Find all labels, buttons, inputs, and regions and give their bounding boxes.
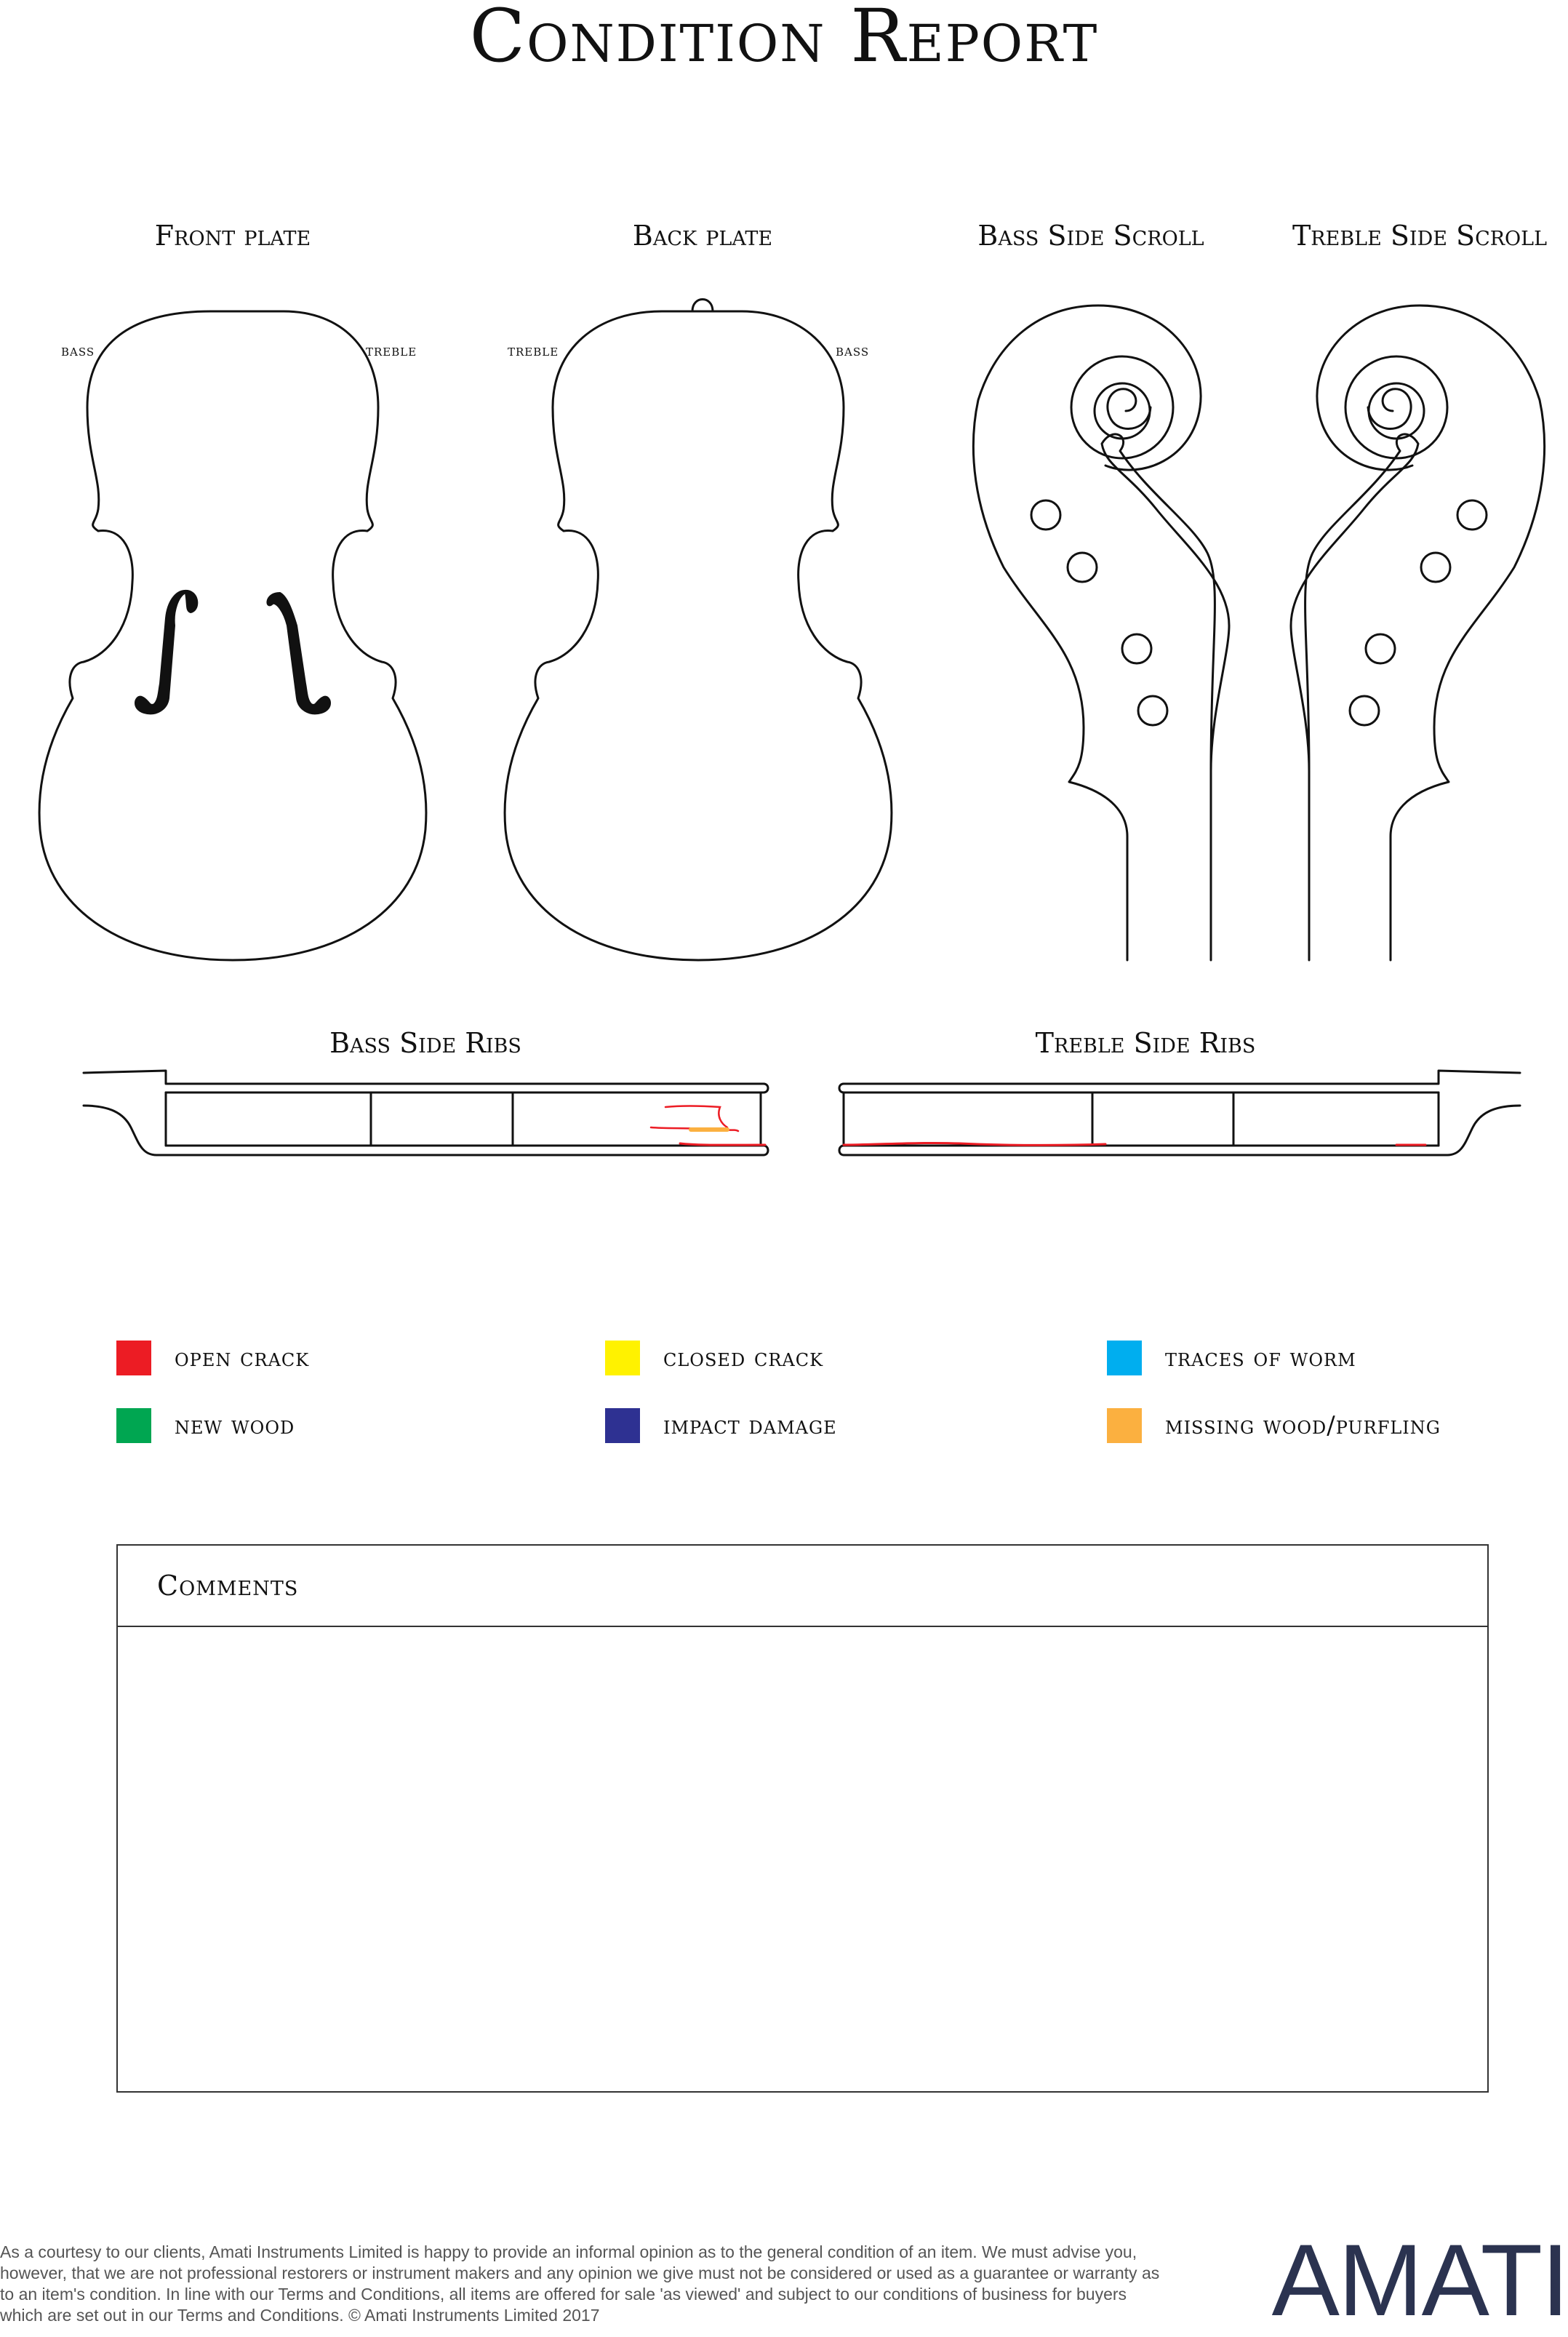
treble-side-ribs-label: Treble Side Ribs <box>1035 1027 1256 1059</box>
disclaimer-text: As a courtesy to our clients, Amati Instruments Limited is happy to provide an informal opinion as to the general condition of an item. We must advise you, however, that we are not professional restorers or instrument makers and any opinion we give must not be considered or used as a guarantee or warranty as to an item's condition. In line with our Terms and Conditions, all items are offered for sale 'as viewed' and subject to our conditions of business for buyers which are set out in our Terms and Conditions. © Amati Instruments Limited 2017 <box>0 2242 1160 2325</box>
comments-header <box>118 1546 1487 1627</box>
comments-title: Comments <box>157 1570 299 1602</box>
legend-traces-of-worm <box>1107 1340 1356 1376</box>
legend-impact-damage <box>605 1407 837 1444</box>
legend-label: open crack <box>175 1343 310 1373</box>
back-button <box>692 300 713 312</box>
legend-swatch <box>116 1408 151 1443</box>
open-crack-mark <box>680 1143 765 1145</box>
legend-open-crack <box>116 1340 309 1376</box>
bass-side-scroll <box>973 305 1229 960</box>
legend-label: closed crack <box>663 1343 824 1373</box>
f-hole-right <box>267 593 330 714</box>
page-title: Condition Report <box>469 0 1099 79</box>
bass-side-scroll-label: Bass Side Scroll <box>977 220 1204 252</box>
treble-side-scroll <box>1291 305 1545 960</box>
legend-label: traces of worm <box>1165 1343 1356 1373</box>
front-bass-label: bass <box>61 342 95 360</box>
legend-swatch <box>1107 1408 1142 1443</box>
back-plate-label: Back plate <box>632 220 773 252</box>
treble-side-scroll-label: Treble Side Scroll <box>1292 220 1548 252</box>
legend-new-wood <box>116 1407 295 1444</box>
amati-logo: AMATI <box>1271 2223 1568 2337</box>
f-holes <box>135 591 330 714</box>
open-crack-mark <box>844 1143 1105 1145</box>
comments-body[interactable] <box>118 1627 1487 2090</box>
back-treble-label: treble <box>508 342 559 360</box>
bass-side-ribs <box>84 1071 768 1155</box>
open-crack-mark <box>665 1106 727 1128</box>
bass-side-ribs-label: Bass Side Ribs <box>329 1027 521 1059</box>
back-plate-outline <box>505 311 892 960</box>
legend-closed-crack <box>605 1340 823 1376</box>
legend-label: impact damage <box>663 1411 837 1440</box>
legend-swatch <box>116 1341 151 1375</box>
front-plate-outline <box>39 311 426 960</box>
front-treble-label: treble <box>366 342 417 360</box>
legend-missing-wood-purfling <box>1107 1407 1441 1444</box>
comments-box <box>116 1544 1489 2093</box>
f-hole-left <box>135 591 197 714</box>
front-plate-label: Front plate <box>154 220 311 252</box>
legend-label: new wood <box>175 1411 295 1440</box>
legend-swatch <box>605 1341 640 1375</box>
legend-swatch <box>1107 1341 1142 1375</box>
legend-label: missing wood/purfling <box>1165 1411 1441 1440</box>
back-bass-label: bass <box>836 342 870 360</box>
damage-marks <box>651 1106 1425 1146</box>
legend-swatch <box>605 1408 640 1443</box>
